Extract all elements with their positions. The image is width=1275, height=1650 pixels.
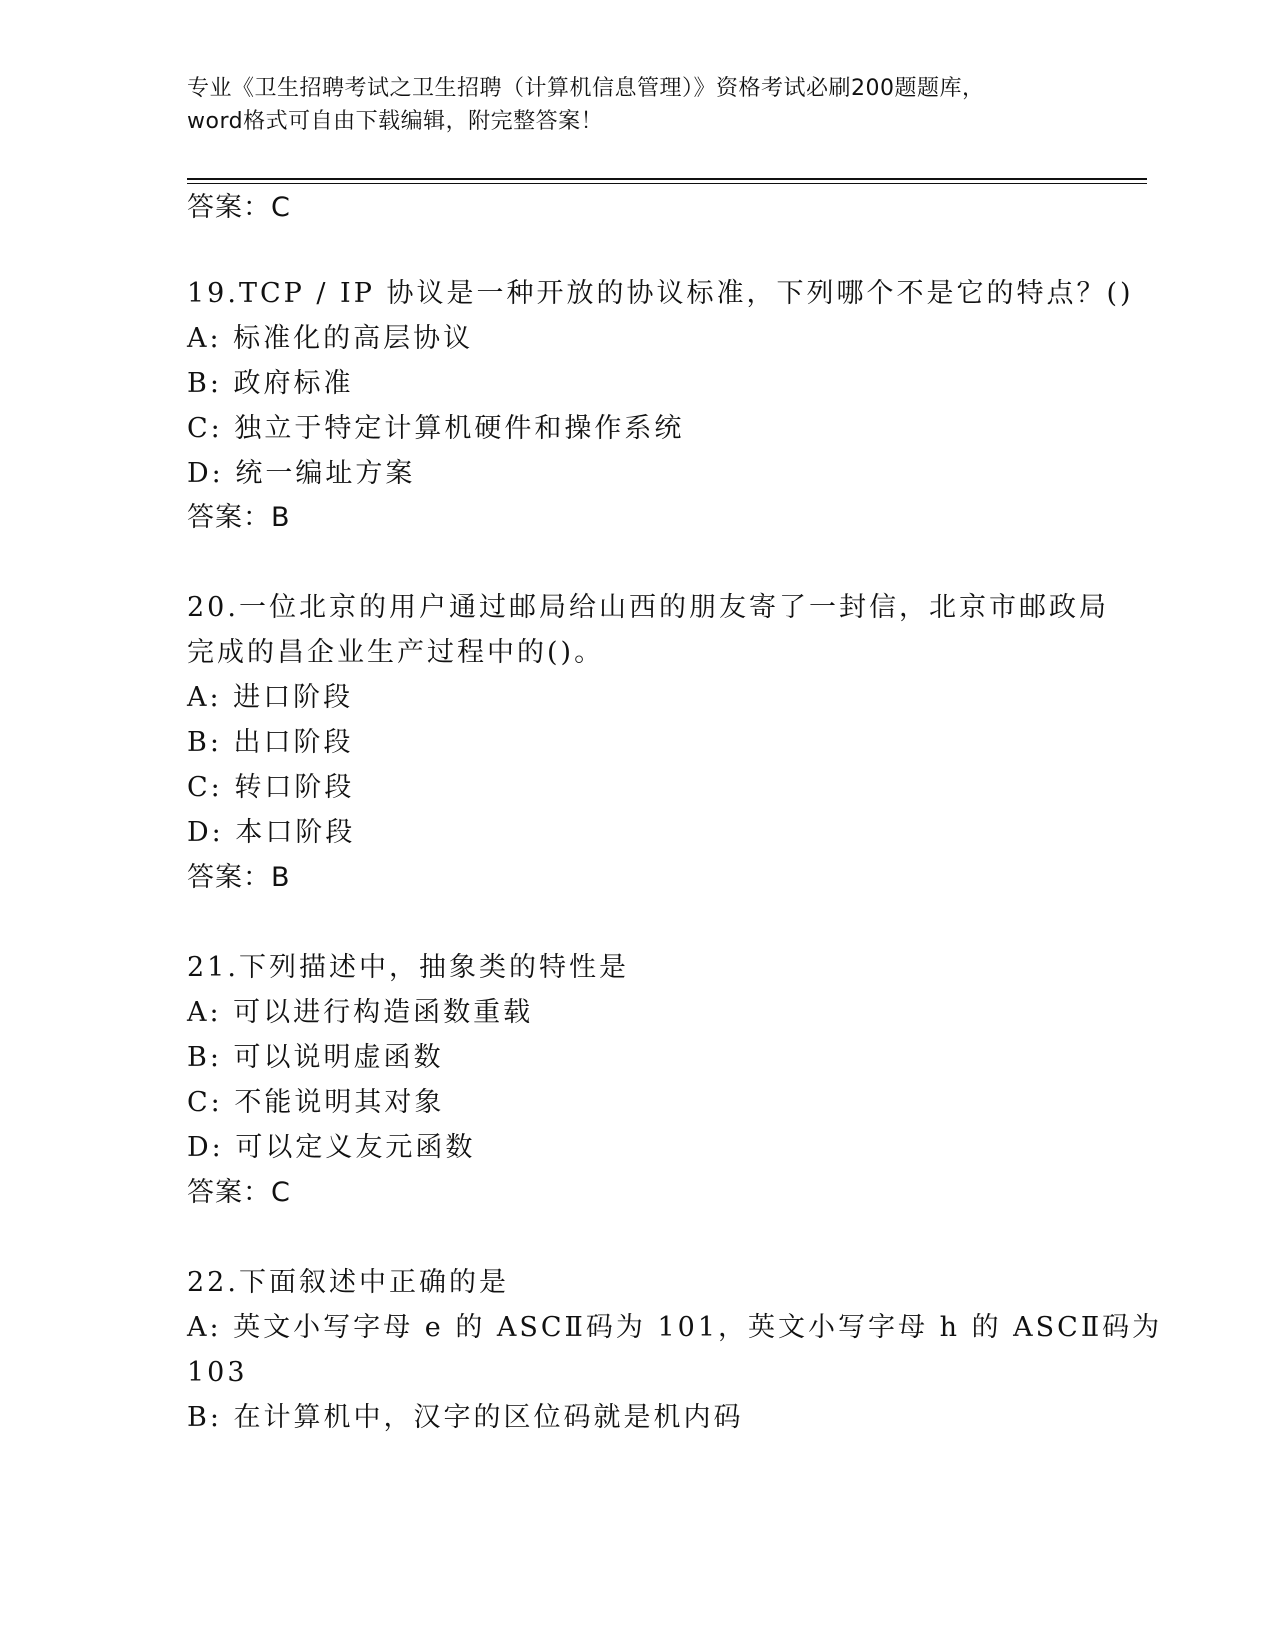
- header-line-1: 专业《卫生招聘考试之卫生招聘（计算机信息管理）》资格考试必刷200题题库，: [187, 76, 985, 101]
- question-21-option-a: A: 可以进行构造函数重载: [187, 997, 534, 1028]
- question-21-stem: 21.下列描述中，抽象类的特性是: [187, 952, 629, 983]
- question-20-stem-line-1: 20.一位北京的用户通过邮局给山西的朋友寄了一封信，北京市邮政局: [187, 592, 1109, 623]
- previous-answer: 答案：C: [187, 192, 291, 223]
- question-19-option-d: D: 统一编址方案: [187, 458, 416, 489]
- question-19-option-b: B: 政府标准: [187, 368, 354, 399]
- question-20-stem-line-2: 完成的昌企业生产过程中的()。: [187, 637, 605, 668]
- question-20-option-b: B: 出口阶段: [187, 727, 354, 758]
- header-rule-thick: [187, 178, 1147, 180]
- question-20-answer: 答案：B: [187, 862, 291, 893]
- header-line-2: word格式可自由下载编辑，附完整答案！: [187, 109, 604, 134]
- question-19-option-a: A: 标准化的高层协议: [187, 323, 474, 354]
- question-21-answer: 答案：C: [187, 1177, 291, 1208]
- document-header: [187, 72, 1087, 138]
- question-20-option-d: D: 本口阶段: [187, 817, 356, 848]
- question-22-option-a-line-2: 103: [187, 1357, 248, 1388]
- header-rule-thin: [187, 183, 1147, 184]
- question-19-option-c: C: 独立于特定计算机硬件和操作系统: [187, 413, 685, 444]
- question-22-option-b: B: 在计算机中，汉字的区位码就是机内码: [187, 1402, 744, 1433]
- question-22-option-a-line-1: A: 英文小写字母 e 的 ASCⅡ码为 101，英文小写字母 h 的 ASCⅡ码为: [187, 1312, 1163, 1343]
- question-19-answer: 答案：B: [187, 502, 291, 533]
- question-20-option-a: A: 进口阶段: [187, 682, 354, 713]
- question-21-option-d: D: 可以定义友元函数: [187, 1132, 476, 1163]
- question-21-option-b: B: 可以说明虚函数: [187, 1042, 444, 1073]
- question-21-option-c: C: 不能说明其对象: [187, 1087, 445, 1118]
- question-19-stem: 19.TCP / IP 协议是一种开放的协议标准，下列哪个不是它的特点？(): [187, 278, 1134, 309]
- question-22-stem: 22.下面叙述中正确的是: [187, 1267, 509, 1298]
- question-20-option-c: C: 转口阶段: [187, 772, 355, 803]
